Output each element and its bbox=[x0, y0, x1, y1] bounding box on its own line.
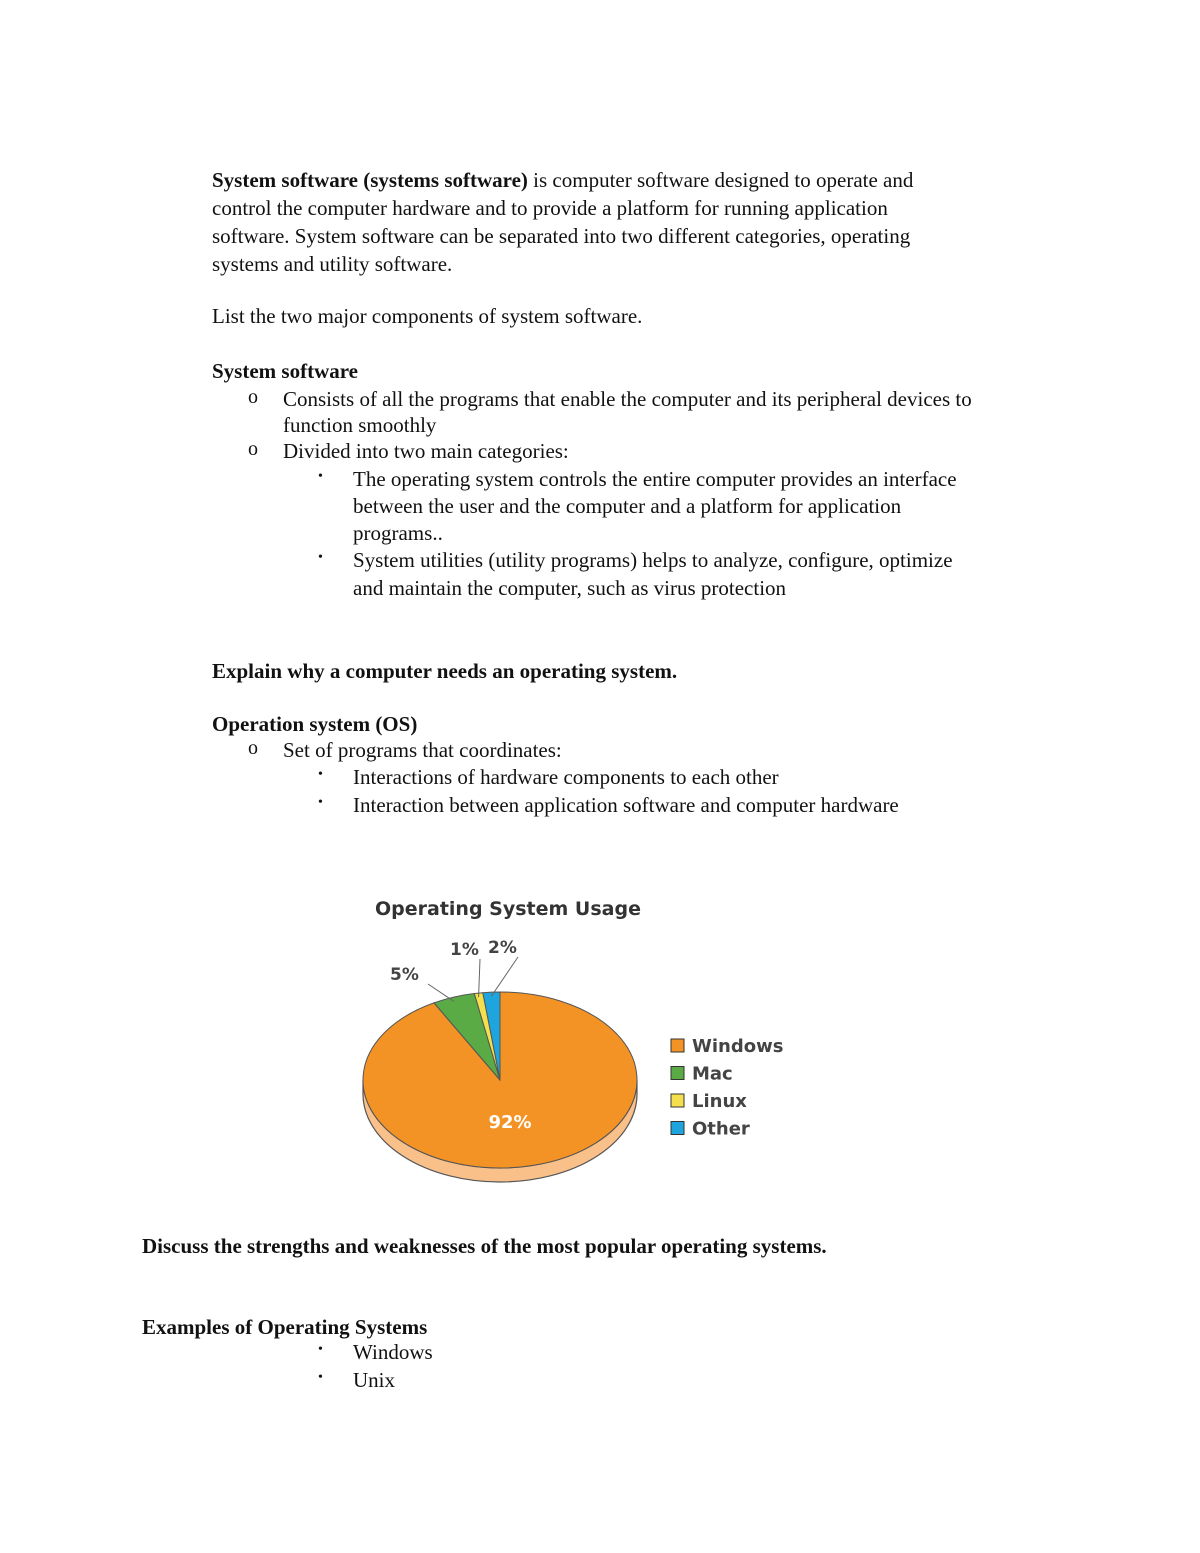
dot-bullet-icon: • bbox=[318, 1370, 323, 1385]
section-system-software-heading: System software bbox=[212, 359, 358, 383]
s1-sub2-line1: System utilities (utility programs) helps to analyze, configure, optimize bbox=[353, 548, 953, 572]
pie-chart-svg bbox=[355, 885, 815, 1205]
dot-bullet-icon: • bbox=[318, 1342, 323, 1357]
legend-label-linux: Linux bbox=[692, 1091, 747, 1112]
chart-title: Operating System Usage bbox=[375, 898, 641, 920]
dot-bullet-icon: • bbox=[318, 469, 323, 484]
legend-label-windows: Windows bbox=[692, 1036, 784, 1057]
s1-sub1-line3: programs.. bbox=[353, 521, 443, 545]
pie-label-windows: 92% bbox=[488, 1112, 532, 1133]
dot-bullet-icon: • bbox=[318, 767, 323, 782]
chart-legend bbox=[671, 1036, 783, 1140]
s2-item1: Set of programs that coordinates: bbox=[283, 738, 562, 762]
os-usage-chart bbox=[355, 885, 815, 1205]
intro-alt-term: (systems software) bbox=[363, 168, 528, 192]
s1-item1-line1: Consists of all the programs that enable the computer and its peripheral devices to bbox=[283, 387, 972, 411]
example-item: Unix bbox=[353, 1368, 395, 1392]
section-examples-heading: Examples of Operating Systems bbox=[142, 1315, 428, 1339]
legend-swatch-windows bbox=[671, 1039, 684, 1052]
question-strengths-weaknesses: Discuss the strengths and weaknesses of the most popular operating systems. bbox=[142, 1234, 827, 1258]
pie-label-mac: 5% bbox=[390, 965, 419, 985]
example-item: Windows bbox=[353, 1340, 433, 1364]
dot-bullet-icon: • bbox=[318, 795, 323, 810]
legend-label-other: Other bbox=[692, 1118, 750, 1140]
circle-bullet-icon: o bbox=[248, 438, 258, 460]
pie-label-other: 2% bbox=[488, 938, 517, 958]
intro-line-1-rest: is computer software designed to operate and bbox=[533, 168, 914, 192]
pie-leader-line bbox=[479, 959, 480, 997]
intro-line-1 bbox=[212, 167, 913, 194]
s2-sub1: Interactions of hardware components to each other bbox=[353, 765, 779, 789]
question-list-components: List the two major components of system software. bbox=[212, 304, 643, 328]
s1-sub1-line2: between the user and the computer and a platform for application bbox=[353, 494, 902, 518]
legend-label-mac: Mac bbox=[692, 1063, 733, 1085]
s1-item1-line2: function smoothly bbox=[283, 413, 437, 437]
intro-term: System software bbox=[212, 168, 358, 192]
pie-leader-line bbox=[491, 957, 518, 996]
s2-sub2: Interaction between application software and computer hardware bbox=[353, 793, 899, 817]
s1-item2: Divided into two main categories: bbox=[283, 439, 569, 463]
s1-sub1-line1: The operating system controls the entire computer provides an interface bbox=[353, 467, 957, 491]
pie-label-linux: 1% bbox=[450, 940, 479, 960]
circle-bullet-icon: o bbox=[248, 737, 258, 759]
circle-bullet-icon: o bbox=[248, 386, 258, 408]
legend-swatch-linux bbox=[671, 1094, 684, 1107]
pie-leader-line bbox=[428, 984, 454, 1001]
dot-bullet-icon: • bbox=[318, 550, 323, 565]
legend-swatch-other bbox=[671, 1122, 684, 1135]
s1-sub2-line2: and maintain the computer, such as virus protection bbox=[353, 576, 787, 600]
legend-swatch-mac bbox=[671, 1067, 684, 1080]
intro-line-4: systems and utility software. bbox=[212, 252, 453, 276]
intro-line-2: control the computer hardware and to provide a platform for running application bbox=[212, 196, 888, 220]
question-why-os: Explain why a computer needs an operating system. bbox=[212, 659, 678, 683]
section-operation-system-heading: Operation system (OS) bbox=[212, 712, 418, 736]
pie-group bbox=[363, 938, 637, 1182]
intro-line-3: software. System software can be separated into two different categories, operating bbox=[212, 224, 911, 248]
